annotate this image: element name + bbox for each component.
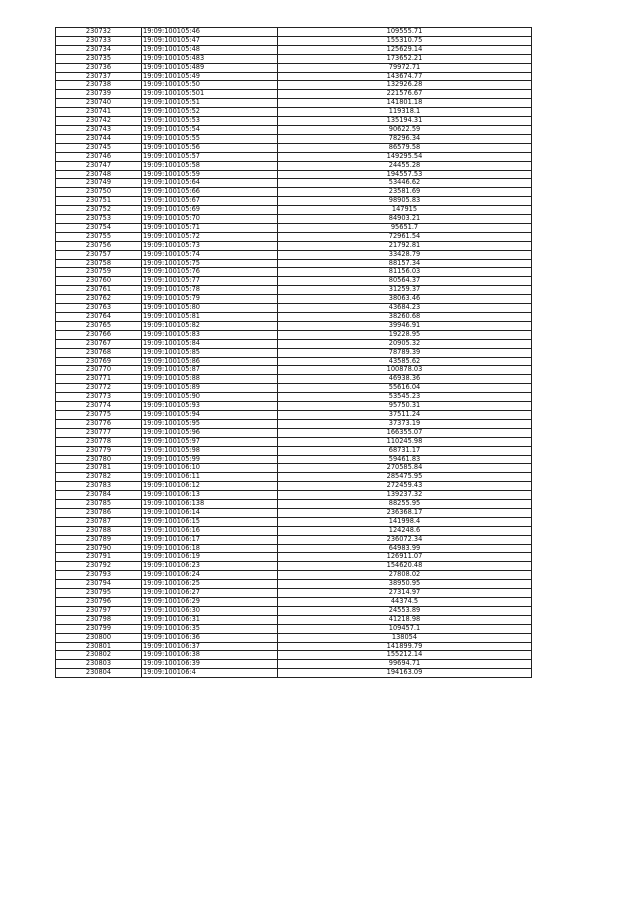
cell-timestamp: 19:09:100105:64 <box>142 179 278 188</box>
cell-id: 230750 <box>56 188 142 197</box>
cell-timestamp: 19:09:100105:47 <box>142 36 278 45</box>
cell-timestamp: 19:09:100105:54 <box>142 125 278 134</box>
cell-amount: 95750.31 <box>278 402 532 411</box>
cell-id: 230732 <box>56 28 142 37</box>
cell-id: 230769 <box>56 357 142 366</box>
cell-timestamp: 19:09:100105:74 <box>142 250 278 259</box>
cell-amount: 132926.28 <box>278 81 532 90</box>
data-table <box>55 27 532 678</box>
cell-amount: 53446.62 <box>278 179 532 188</box>
cell-timestamp: 19:09:100105:99 <box>142 455 278 464</box>
cell-id: 230760 <box>56 277 142 286</box>
cell-id: 230787 <box>56 517 142 526</box>
cell-amount: 88255.95 <box>278 500 532 509</box>
cell-timestamp: 19:09:100106:14 <box>142 508 278 517</box>
cell-timestamp: 19:09:100105:88 <box>142 375 278 384</box>
cell-id: 230741 <box>56 108 142 117</box>
cell-timestamp: 19:09:100105:48 <box>142 45 278 54</box>
table-row <box>56 223 532 232</box>
cell-timestamp: 19:09:100105:79 <box>142 295 278 304</box>
cell-timestamp: 19:09:100105:66 <box>142 188 278 197</box>
cell-amount: 43585.62 <box>278 357 532 366</box>
cell-timestamp: 19:09:100106:30 <box>142 606 278 615</box>
table-row <box>56 99 532 108</box>
cell-timestamp: 19:09:100105:50 <box>142 81 278 90</box>
cell-amount: 24455.28 <box>278 161 532 170</box>
table-row <box>56 161 532 170</box>
cell-id: 230781 <box>56 464 142 473</box>
cell-amount: 19228.95 <box>278 330 532 339</box>
cell-id: 230780 <box>56 455 142 464</box>
table-row <box>56 606 532 615</box>
cell-timestamp: 19:09:100106:19 <box>142 553 278 562</box>
cell-id: 230761 <box>56 286 142 295</box>
cell-amount: 236368.17 <box>278 508 532 517</box>
cell-id: 230736 <box>56 63 142 72</box>
table-row <box>56 197 532 206</box>
cell-amount: 154620.48 <box>278 562 532 571</box>
table-row <box>56 286 532 295</box>
cell-timestamp: 19:09:100106:4 <box>142 669 278 678</box>
cell-amount: 141998.4 <box>278 517 532 526</box>
cell-amount: 41218.98 <box>278 615 532 624</box>
cell-id: 230734 <box>56 45 142 54</box>
table-row <box>56 54 532 63</box>
cell-timestamp: 19:09:100106:38 <box>142 651 278 660</box>
table-row <box>56 651 532 660</box>
cell-id: 230803 <box>56 660 142 669</box>
cell-amount: 270585.84 <box>278 464 532 473</box>
cell-timestamp: 19:09:100105:55 <box>142 134 278 143</box>
cell-timestamp: 19:09:100106:31 <box>142 615 278 624</box>
table-row <box>56 446 532 455</box>
table-row <box>56 304 532 313</box>
table-row <box>56 108 532 117</box>
cell-amount: 126911.07 <box>278 553 532 562</box>
table-row <box>56 348 532 357</box>
cell-amount: 38063.46 <box>278 295 532 304</box>
cell-timestamp: 19:09:100106:17 <box>142 535 278 544</box>
cell-id: 230785 <box>56 500 142 509</box>
table-row <box>56 117 532 126</box>
cell-timestamp: 19:09:100106:36 <box>142 633 278 642</box>
table-row <box>56 125 532 134</box>
cell-id: 230748 <box>56 170 142 179</box>
table-row <box>56 339 532 348</box>
table-row <box>56 330 532 339</box>
cell-id: 230792 <box>56 562 142 571</box>
cell-id: 230765 <box>56 321 142 330</box>
cell-timestamp: 19:09:100105:96 <box>142 428 278 437</box>
table-row <box>56 633 532 642</box>
cell-id: 230801 <box>56 642 142 651</box>
cell-amount: 33428.79 <box>278 250 532 259</box>
cell-id: 230794 <box>56 580 142 589</box>
cell-timestamp: 19:09:100105:77 <box>142 277 278 286</box>
cell-timestamp: 19:09:100106:12 <box>142 482 278 491</box>
table-row <box>56 72 532 81</box>
table-row <box>56 268 532 277</box>
cell-amount: 39946.91 <box>278 321 532 330</box>
cell-amount: 141899.79 <box>278 642 532 651</box>
cell-timestamp: 19:09:100105:69 <box>142 206 278 215</box>
table-row <box>56 179 532 188</box>
cell-amount: 95651.7 <box>278 223 532 232</box>
cell-timestamp: 19:09:100105:97 <box>142 437 278 446</box>
cell-id: 230774 <box>56 402 142 411</box>
table-row <box>56 615 532 624</box>
cell-timestamp: 19:09:100106:29 <box>142 598 278 607</box>
table-row <box>56 375 532 384</box>
table-row <box>56 419 532 428</box>
table-row <box>56 402 532 411</box>
table-row <box>56 428 532 437</box>
cell-id: 230755 <box>56 232 142 241</box>
cell-id: 230746 <box>56 152 142 161</box>
cell-amount: 86579.58 <box>278 143 532 152</box>
cell-timestamp: 19:09:100105:80 <box>142 304 278 313</box>
cell-timestamp: 19:09:100105:57 <box>142 152 278 161</box>
table-row <box>56 544 532 553</box>
cell-id: 230747 <box>56 161 142 170</box>
cell-amount: 68731.17 <box>278 446 532 455</box>
cell-id: 230753 <box>56 215 142 224</box>
cell-amount: 72961.54 <box>278 232 532 241</box>
cell-timestamp: 19:09:100105:76 <box>142 268 278 277</box>
cell-timestamp: 19:09:100105:75 <box>142 259 278 268</box>
cell-amount: 55616.04 <box>278 384 532 393</box>
cell-timestamp: 19:09:100106:35 <box>142 624 278 633</box>
cell-id: 230744 <box>56 134 142 143</box>
table-row <box>56 508 532 517</box>
cell-timestamp: 19:09:100105:87 <box>142 366 278 375</box>
cell-timestamp: 19:09:100105:70 <box>142 215 278 224</box>
table-row <box>56 152 532 161</box>
table-row <box>56 473 532 482</box>
cell-timestamp: 19:09:100105:95 <box>142 419 278 428</box>
table-row <box>56 241 532 250</box>
table-row <box>56 36 532 45</box>
table-row <box>56 259 532 268</box>
cell-id: 230788 <box>56 526 142 535</box>
table-row <box>56 313 532 322</box>
cell-amount: 88157.34 <box>278 259 532 268</box>
cell-id: 230762 <box>56 295 142 304</box>
cell-id: 230800 <box>56 633 142 642</box>
table-row <box>56 517 532 526</box>
cell-amount: 81156.03 <box>278 268 532 277</box>
cell-amount: 109457.1 <box>278 624 532 633</box>
cell-amount: 31259.37 <box>278 286 532 295</box>
table-row <box>56 384 532 393</box>
cell-amount: 141801.18 <box>278 99 532 108</box>
cell-timestamp: 19:09:100105:52 <box>142 108 278 117</box>
cell-timestamp: 19:09:100105:58 <box>142 161 278 170</box>
table-row <box>56 63 532 72</box>
cell-timestamp: 19:09:100105:73 <box>142 241 278 250</box>
table-row <box>56 188 532 197</box>
cell-amount: 98905.83 <box>278 197 532 206</box>
cell-amount: 53545.23 <box>278 393 532 402</box>
table-row <box>56 393 532 402</box>
cell-amount: 119318.1 <box>278 108 532 117</box>
cell-timestamp: 19:09:100106:138 <box>142 500 278 509</box>
cell-id: 230733 <box>56 36 142 45</box>
cell-amount: 21792.81 <box>278 241 532 250</box>
table-row <box>56 321 532 330</box>
cell-amount: 80564.37 <box>278 277 532 286</box>
cell-amount: 110245.98 <box>278 437 532 446</box>
cell-amount: 37511.24 <box>278 410 532 419</box>
cell-amount: 272459.43 <box>278 482 532 491</box>
table-row <box>56 553 532 562</box>
cell-amount: 166355.07 <box>278 428 532 437</box>
cell-timestamp: 19:09:100106:23 <box>142 562 278 571</box>
cell-timestamp: 19:09:100105:89 <box>142 384 278 393</box>
cell-amount: 84903.21 <box>278 215 532 224</box>
cell-id: 230775 <box>56 410 142 419</box>
cell-id: 230797 <box>56 606 142 615</box>
cell-id: 230737 <box>56 72 142 81</box>
cell-timestamp: 19:09:100106:37 <box>142 642 278 651</box>
cell-id: 230776 <box>56 419 142 428</box>
table-row <box>56 206 532 215</box>
table-row <box>56 642 532 651</box>
cell-timestamp: 19:09:100105:93 <box>142 402 278 411</box>
cell-amount: 90622.59 <box>278 125 532 134</box>
cell-timestamp: 19:09:100106:25 <box>142 580 278 589</box>
cell-timestamp: 19:09:100105:84 <box>142 339 278 348</box>
cell-timestamp: 19:09:100105:81 <box>142 313 278 322</box>
cell-amount: 78296.34 <box>278 134 532 143</box>
cell-amount: 20905.32 <box>278 339 532 348</box>
cell-id: 230771 <box>56 375 142 384</box>
cell-timestamp: 19:09:100106:10 <box>142 464 278 473</box>
cell-amount: 147915 <box>278 206 532 215</box>
table-row <box>56 491 532 500</box>
table-row <box>56 45 532 54</box>
cell-id: 230763 <box>56 304 142 313</box>
cell-amount: 138054 <box>278 633 532 642</box>
cell-id: 230791 <box>56 553 142 562</box>
table-row <box>56 143 532 152</box>
cell-id: 230799 <box>56 624 142 633</box>
cell-id: 230798 <box>56 615 142 624</box>
cell-id: 230770 <box>56 366 142 375</box>
cell-amount: 155310.75 <box>278 36 532 45</box>
table-row <box>56 598 532 607</box>
cell-amount: 44374.5 <box>278 598 532 607</box>
cell-amount: 27314.97 <box>278 589 532 598</box>
cell-amount: 149295.54 <box>278 152 532 161</box>
table-row <box>56 580 532 589</box>
cell-id: 230745 <box>56 143 142 152</box>
cell-id: 230804 <box>56 669 142 678</box>
table-row <box>56 455 532 464</box>
cell-amount: 46938.36 <box>278 375 532 384</box>
table-row <box>56 562 532 571</box>
table-row <box>56 526 532 535</box>
cell-timestamp: 19:09:100105:72 <box>142 232 278 241</box>
cell-timestamp: 19:09:100106:18 <box>142 544 278 553</box>
cell-amount: 59461.83 <box>278 455 532 464</box>
cell-amount: 236072.34 <box>278 535 532 544</box>
cell-amount: 43684.23 <box>278 304 532 313</box>
cell-id: 230749 <box>56 179 142 188</box>
cell-id: 230795 <box>56 589 142 598</box>
cell-amount: 37373.19 <box>278 419 532 428</box>
cell-amount: 79972.71 <box>278 63 532 72</box>
cell-timestamp: 19:09:100105:94 <box>142 410 278 419</box>
cell-timestamp: 19:09:100105:51 <box>142 99 278 108</box>
cell-id: 230767 <box>56 339 142 348</box>
cell-timestamp: 19:09:100106:13 <box>142 491 278 500</box>
cell-timestamp: 19:09:100105:83 <box>142 330 278 339</box>
table-row <box>56 81 532 90</box>
cell-amount: 124248.6 <box>278 526 532 535</box>
cell-timestamp: 19:09:100105:85 <box>142 348 278 357</box>
cell-amount: 285475.95 <box>278 473 532 482</box>
cell-timestamp: 19:09:100105:86 <box>142 357 278 366</box>
cell-id: 230777 <box>56 428 142 437</box>
cell-timestamp: 19:09:100105:82 <box>142 321 278 330</box>
cell-amount: 38950.95 <box>278 580 532 589</box>
cell-id: 230754 <box>56 223 142 232</box>
cell-amount: 125629.14 <box>278 45 532 54</box>
cell-timestamp: 19:09:100105:49 <box>142 72 278 81</box>
cell-id: 230759 <box>56 268 142 277</box>
cell-id: 230756 <box>56 241 142 250</box>
cell-amount: 27808.02 <box>278 571 532 580</box>
table-row <box>56 571 532 580</box>
cell-amount: 24553.89 <box>278 606 532 615</box>
cell-timestamp: 19:09:100105:67 <box>142 197 278 206</box>
cell-id: 230738 <box>56 81 142 90</box>
cell-amount: 143674.77 <box>278 72 532 81</box>
cell-timestamp: 19:09:100106:16 <box>142 526 278 535</box>
cell-timestamp: 19:09:100105:98 <box>142 446 278 455</box>
cell-timestamp: 19:09:100106:15 <box>142 517 278 526</box>
cell-id: 230740 <box>56 99 142 108</box>
table-row <box>56 589 532 598</box>
table-row <box>56 215 532 224</box>
table-row <box>56 134 532 143</box>
cell-id: 230766 <box>56 330 142 339</box>
cell-timestamp: 19:09:100106:39 <box>142 660 278 669</box>
cell-id: 230778 <box>56 437 142 446</box>
table-row <box>56 277 532 286</box>
table-row <box>56 482 532 491</box>
table-row <box>56 90 532 99</box>
cell-timestamp: 19:09:100105:71 <box>142 223 278 232</box>
cell-amount: 38260.68 <box>278 313 532 322</box>
cell-id: 230739 <box>56 90 142 99</box>
cell-timestamp: 19:09:100105:483 <box>142 54 278 63</box>
table-row <box>56 500 532 509</box>
cell-amount: 100878.03 <box>278 366 532 375</box>
cell-timestamp: 19:09:100105:501 <box>142 90 278 99</box>
cell-timestamp: 19:09:100105:46 <box>142 28 278 37</box>
table-row <box>56 232 532 241</box>
cell-id: 230752 <box>56 206 142 215</box>
cell-timestamp: 19:09:100105:489 <box>142 63 278 72</box>
cell-amount: 173652.21 <box>278 54 532 63</box>
cell-id: 230782 <box>56 473 142 482</box>
cell-amount: 139237.32 <box>278 491 532 500</box>
cell-id: 230789 <box>56 535 142 544</box>
cell-id: 230793 <box>56 571 142 580</box>
cell-id: 230768 <box>56 348 142 357</box>
cell-id: 230772 <box>56 384 142 393</box>
cell-timestamp: 19:09:100105:78 <box>142 286 278 295</box>
cell-amount: 78789.39 <box>278 348 532 357</box>
cell-id: 230764 <box>56 313 142 322</box>
cell-id: 230735 <box>56 54 142 63</box>
cell-id: 230783 <box>56 482 142 491</box>
cell-amount: 99694.71 <box>278 660 532 669</box>
cell-amount: 221576.67 <box>278 90 532 99</box>
cell-id: 230757 <box>56 250 142 259</box>
cell-timestamp: 19:09:100105:59 <box>142 170 278 179</box>
cell-timestamp: 19:09:100105:56 <box>142 143 278 152</box>
cell-amount: 194163.09 <box>278 669 532 678</box>
table-row <box>56 624 532 633</box>
table-row <box>56 464 532 473</box>
cell-timestamp: 19:09:100106:27 <box>142 589 278 598</box>
cell-id: 230790 <box>56 544 142 553</box>
table-row <box>56 357 532 366</box>
cell-amount: 23581.69 <box>278 188 532 197</box>
table-row <box>56 250 532 259</box>
cell-amount: 155212.14 <box>278 651 532 660</box>
cell-amount: 135194.31 <box>278 117 532 126</box>
cell-id: 230786 <box>56 508 142 517</box>
cell-timestamp: 19:09:100106:24 <box>142 571 278 580</box>
table-row <box>56 660 532 669</box>
cell-id: 230796 <box>56 598 142 607</box>
cell-amount: 64983.99 <box>278 544 532 553</box>
table-row <box>56 28 532 37</box>
cell-id: 230758 <box>56 259 142 268</box>
table-row <box>56 170 532 179</box>
cell-amount: 109555.71 <box>278 28 532 37</box>
table-row <box>56 669 532 678</box>
cell-id: 230784 <box>56 491 142 500</box>
cell-id: 230743 <box>56 125 142 134</box>
cell-timestamp: 19:09:100106:11 <box>142 473 278 482</box>
table-row <box>56 535 532 544</box>
cell-id: 230751 <box>56 197 142 206</box>
table-row <box>56 366 532 375</box>
cell-id: 230802 <box>56 651 142 660</box>
cell-amount: 194557.53 <box>278 170 532 179</box>
cell-id: 230773 <box>56 393 142 402</box>
table-row <box>56 410 532 419</box>
table-row <box>56 437 532 446</box>
cell-id: 230779 <box>56 446 142 455</box>
table-body <box>56 28 532 678</box>
table-row <box>56 295 532 304</box>
cell-id: 230742 <box>56 117 142 126</box>
cell-timestamp: 19:09:100105:90 <box>142 393 278 402</box>
cell-timestamp: 19:09:100105:53 <box>142 117 278 126</box>
